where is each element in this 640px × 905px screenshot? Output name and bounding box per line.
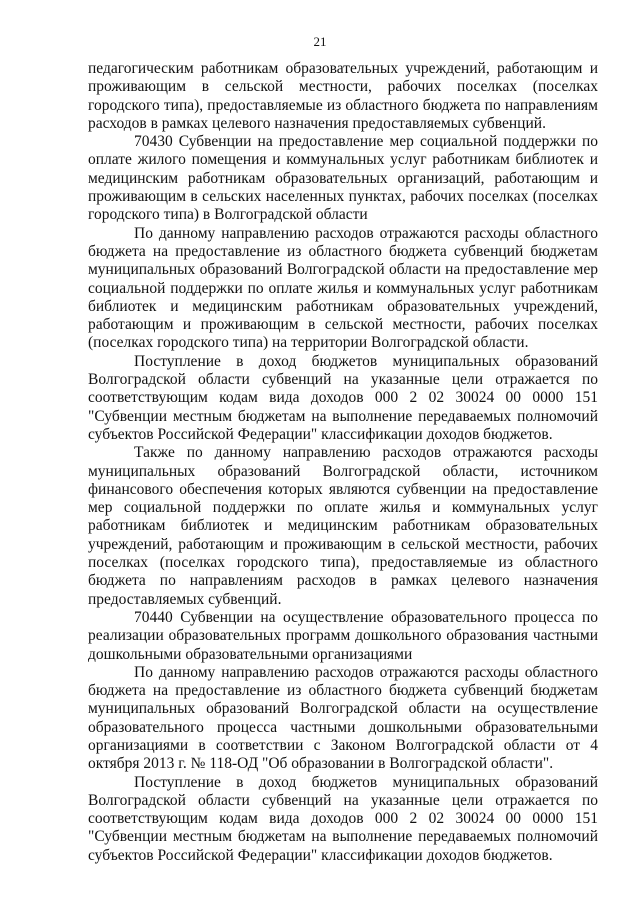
page-number: 21 <box>313 34 327 49</box>
paragraph-heading-70440: 70440 Субвенции на осуществление образовательного процесса по реализации образовательных программ дошкольного образования частными дошкольными образовательными организациями <box>88 608 598 663</box>
paragraph: Также по данному направлению расходов отражаются расходы муниципальных образований Волгоградской области, источником финансового обеспечения которых являются субвенции на предоставление мер социальной поддержки по оплате жилья и коммунальных услуг работникам библиотек и медицинским работникам образовательных учреждений, работающим и проживающим в сельской местности, рабочих поселках (поселках городского типа), предоставляемые из областного бюджета по направлениям расходов в рамках целевого назначения предоставляемых субвенций. <box>88 444 598 608</box>
paragraph: Поступление в доход бюджетов муниципальных образований Волгоградской области субвенций на указанные цели отражается по соответствующим кодам вида доходов 000 2 02 30024 00 0000 151 "Субвенции местным бюджетам на выполнение передаваемых полномочий субъектов Российской Федерации" классификации доходов бюджетов. <box>88 352 598 443</box>
document-body <box>88 60 598 865</box>
paragraph: Поступление в доход бюджетов муниципальных образований Волгоградской области субвенций на указанные цели отражается по соответствующим кодам вида доходов 000 2 02 30024 00 0000 151 "Субвенции местным бюджетам на выполнение передаваемых полномочий субъектов Российской Федерации" классификации доходов бюджетов. <box>88 773 598 864</box>
paragraph-heading-70430: 70430 Субвенции на предоставление мер социальной поддержки по оплате жилого помещения и коммунальных услуг работникам библиотек и медицинским работникам образовательных организаций, работающим и проживающим в сельских населенных пунктах, рабочих поселках (поселках городского типа) в Волгоградской области <box>88 133 598 224</box>
paragraph: педагогическим работникам образовательных учреждений, работающим и проживающим в сельской местности, рабочих поселках (поселках городского типа), предоставляемые из областного бюджета по направлениям расходов в рамках целевого назначения предоставляемых субвенций. <box>88 60 598 132</box>
paragraph: По данному направлению расходов отражаются расходы областного бюджета на предоставление из областного бюджета субвенций бюджетам муниципальных образований Волгоградской области на предоставление мер социальной поддержки по оплате жилья и коммунальных услуг работникам библиотек и медицинским работникам образовательных учреждений, работающим и проживающим в сельской местности, рабочих поселках (поселках городского типа) на территории Волгоградской области. <box>88 224 598 352</box>
paragraph: По данному направлению расходов отражаются расходы областного бюджета на предоставление из областного бюджета субвенций бюджетам муниципальных образований Волгоградской области на осуществление образовательного процесса частными дошкольными образовательными организациями в соответствии с Законом Волгоградской области от 4 октября 2013 г. № 118-ОД "Об образовании в Волгоградской области". <box>88 663 598 773</box>
